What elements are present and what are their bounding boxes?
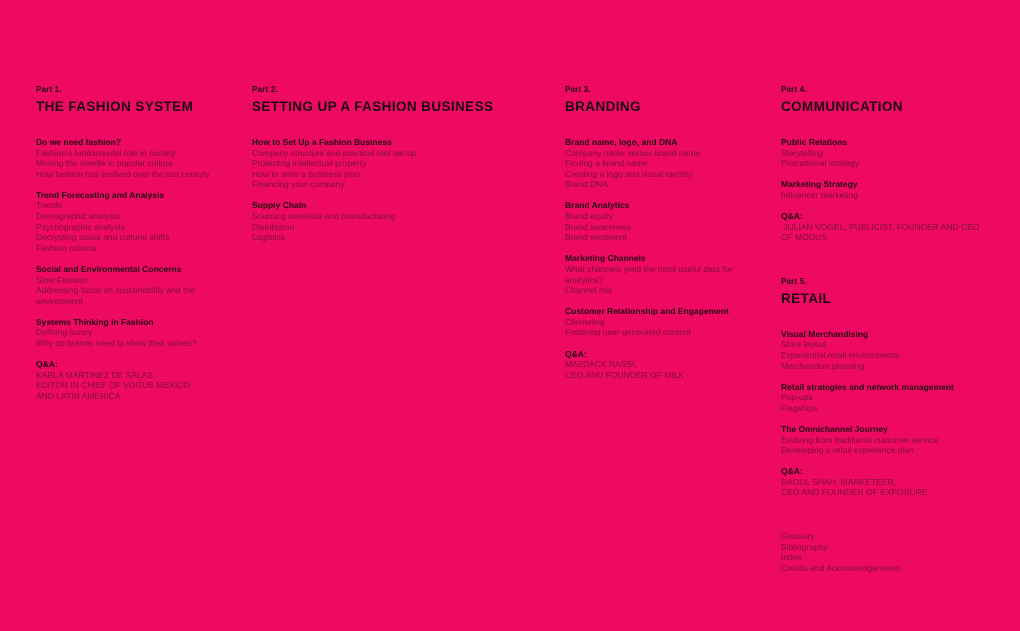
- toc-section: [565, 200, 761, 242]
- toc-entry: What channels yield the most useful data for analytics?: [565, 263, 735, 285]
- toc-section: [565, 253, 761, 295]
- section-heading: Marketing Strategy: [781, 179, 858, 190]
- toc-entry: Company name versus brand name: [565, 147, 701, 158]
- toc-entry: Fashion cohorts: [36, 242, 97, 253]
- section-heading: Brand Analytics: [565, 200, 630, 211]
- section-heading: Q&A:: [565, 348, 587, 359]
- back-matter: [781, 531, 1007, 573]
- toc-entry: Distribution: [252, 221, 295, 232]
- toc-section: [252, 137, 470, 190]
- toc-section: [565, 306, 761, 338]
- back-matter-entry: Index: [781, 552, 802, 563]
- toc-column-1: [36, 85, 238, 412]
- toc-entry: Creating a logo and visual identity: [565, 168, 693, 179]
- part-title: RETAIL: [781, 290, 832, 306]
- back-matter-entry: Credits and Acknowledgements: [781, 562, 901, 573]
- toc-entry: Experiential retail environments: [781, 349, 900, 360]
- toc-entry: Developing a retail experience plan: [781, 445, 914, 456]
- part-sections: [252, 137, 470, 243]
- toc-entry: MAZDACK RASSI,: [565, 359, 637, 370]
- part-title: COMMUNICATION: [781, 99, 903, 114]
- toc-section: [36, 137, 238, 179]
- toc-section: [781, 179, 1007, 200]
- toc-entry: Brand equity: [565, 211, 613, 222]
- section-heading: Q&A:: [781, 210, 803, 221]
- section-heading: Do we need fashion?: [36, 137, 122, 147]
- part-2-setting-up-business: [252, 85, 494, 243]
- toc-entry: JULIAN VOGEL, PUBLICIST, FOUNDER AND CEO: [781, 221, 980, 232]
- toc-entry: Storytelling: [781, 147, 824, 158]
- toc-entry: Trends: [36, 200, 63, 211]
- toc-section: [565, 137, 761, 190]
- toc-entry: Brand sentiment: [565, 232, 627, 243]
- section-heading: Visual Merchandising: [781, 328, 869, 339]
- toc-entry: Protecting intellectual property: [252, 158, 367, 169]
- part-title: THE FASHION SYSTEM: [36, 99, 194, 114]
- section-heading: Supply Chain: [252, 200, 307, 211]
- toc-entry: Clienteling: [565, 316, 605, 327]
- toc-entry: Psychographic analysis: [36, 221, 125, 232]
- toc-entry: AND LATIN AMERICA: [36, 390, 121, 401]
- back-matter-entry: Glossary: [781, 530, 815, 541]
- toc-entry: CEO AND FOUNDER OF EXPOSURE: [781, 487, 928, 498]
- toc-section: [36, 317, 238, 349]
- toc-column-2: [252, 85, 494, 253]
- toc-entry: How fashion has evolved over the last century: [36, 168, 210, 179]
- toc-entry: Fostering user-generated content: [565, 327, 691, 338]
- toc-entry: Merchandise planning: [781, 360, 865, 371]
- section-heading: Public Relations: [781, 137, 848, 147]
- toc-entry: RAOUL SHAH, MARKETEER,: [781, 476, 896, 487]
- part-label: Part 1.: [36, 85, 62, 94]
- toc-entry: Promotional strategy: [781, 158, 859, 169]
- toc-entry: Sourcing materials and manufacturing: [252, 211, 396, 222]
- toc-entry: Influencer marketing: [781, 189, 859, 200]
- toc-section: [36, 264, 238, 306]
- toc-entry: Evolving from traditional customer service: [781, 434, 939, 445]
- toc-entry: Fashion's fundamental role in society: [36, 147, 176, 158]
- toc-entry: CEO AND FOUNDER OF MILK: [565, 369, 685, 380]
- part-3-branding: [565, 85, 761, 380]
- section-heading: Brand name, logo, and DNA: [565, 137, 678, 147]
- toc-section: [781, 329, 1007, 371]
- section-heading: Marketing Channels: [565, 253, 646, 264]
- toc-section: [781, 382, 1007, 414]
- section-heading: Trend Forecasting and Analysis: [36, 189, 165, 200]
- part-label: Part 3.: [565, 85, 591, 94]
- section-heading: Customer Relationship and Engagement: [565, 306, 729, 317]
- toc-section: [36, 190, 238, 254]
- toc-entry: Addressing focus on sustainability and the environment: [36, 285, 198, 306]
- toc-section: [781, 466, 1007, 498]
- toc-entry: Flagships: [781, 402, 818, 413]
- toc-entry: EDITOR IN CHIEF OF VOGUE MEXICO: [36, 380, 190, 391]
- section-heading: Q&A:: [781, 466, 803, 477]
- toc-column-4: [781, 85, 1007, 573]
- section-heading: Retail strategies and network management: [781, 381, 954, 392]
- part-5-retail: [781, 277, 1007, 498]
- part-sections: [781, 137, 1007, 243]
- toc-section: [781, 137, 1007, 169]
- part-title: BRANDING: [565, 99, 641, 114]
- section-heading: How to Set Up a Fashion Business: [252, 137, 392, 147]
- toc-entry: Financing your company: [252, 179, 345, 190]
- toc-column-3: [565, 85, 761, 391]
- section-heading: Systems Thinking in Fashion: [36, 316, 154, 327]
- toc-entry: Slow Fashion: [36, 274, 88, 285]
- toc-entry: OF MODUS: [781, 232, 827, 243]
- part-4-communication: [781, 85, 1007, 243]
- toc-section: [252, 200, 470, 242]
- part-label: Part 5.: [781, 276, 807, 286]
- toc-entry: Company structure and practical tool set-up: [252, 147, 417, 158]
- section-heading: The Omnichannel Journey: [781, 423, 888, 434]
- part-title: SETTING UP A FASHION BUSINESS: [252, 99, 494, 114]
- toc-entry: KARLA MARTINEZ DE SALAS,: [36, 369, 156, 380]
- part-label: Part 4.: [781, 85, 807, 94]
- toc-section: [781, 424, 1007, 456]
- section-heading: Q&A:: [36, 359, 58, 370]
- toc-section: [781, 211, 1007, 243]
- toc-entry: Logistics: [252, 232, 286, 243]
- toc-section: [36, 359, 238, 401]
- toc-entry: Why do brands need to show their values?: [36, 338, 197, 348]
- toc-entry: Finding a brand name: [565, 158, 648, 169]
- toc-section: [565, 349, 761, 381]
- part-1-fashion-system: [36, 85, 238, 401]
- part-label: Part 2.: [252, 85, 278, 94]
- section-heading: Social and Environmental Concerns: [36, 263, 182, 274]
- part-sections: [565, 137, 761, 380]
- toc-entry: Defining luxury: [36, 327, 93, 338]
- part-sections: [781, 329, 1007, 498]
- toc-entry: How to write a business plan: [252, 168, 361, 179]
- toc-entry: Moving the needle in popular culture: [36, 158, 174, 169]
- toc-entry: Store layout: [781, 339, 827, 350]
- toc-entry: Pop-ups: [781, 392, 813, 403]
- toc-entry: Brand awareness: [565, 221, 632, 232]
- part-sections: [36, 137, 238, 401]
- toc-entry: Channel mix: [565, 285, 613, 296]
- back-matter-entry: Bibliography: [781, 541, 828, 552]
- toc-entry: Demographic analysis: [36, 211, 120, 222]
- toc-entry: Decrypting social and cultural shifts: [36, 232, 170, 243]
- toc-entry: Brand DNA: [565, 179, 608, 190]
